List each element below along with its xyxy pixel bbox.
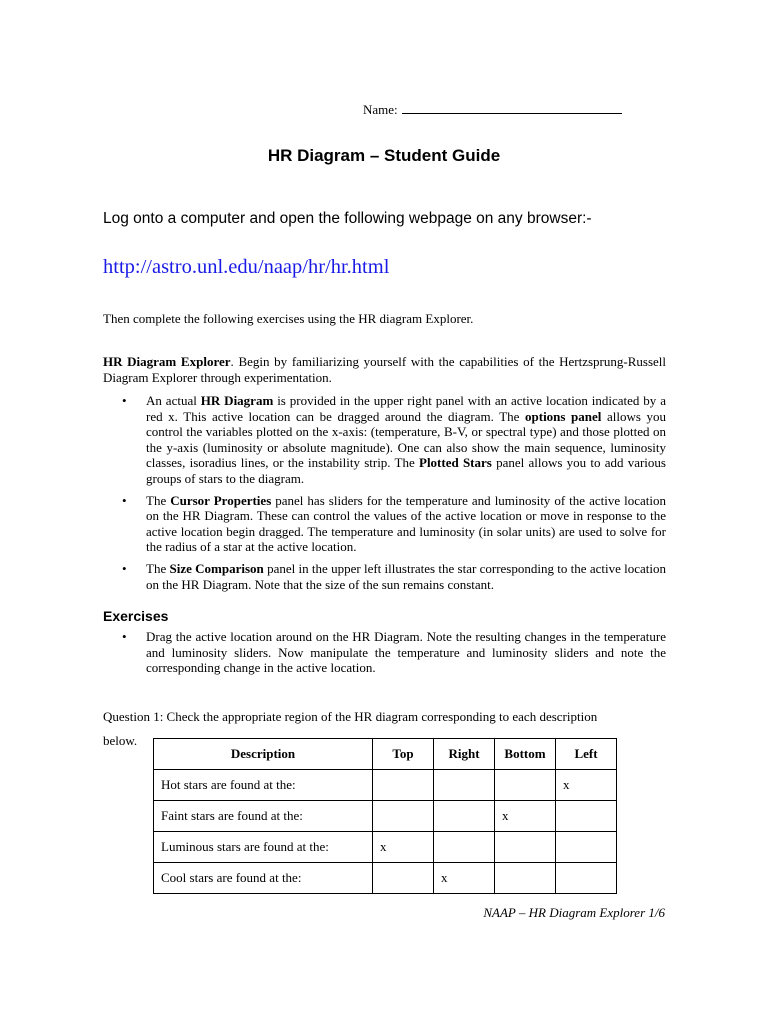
cell-top[interactable] bbox=[373, 863, 434, 894]
table-row bbox=[154, 863, 617, 894]
bullet-size-comparison: • The Size Comparison panel in the upper left illustrates the star corresponding to the active location on the HR Diagram. Note that the size of the sun remains constant. bbox=[122, 560, 667, 592]
cell-bottom[interactable] bbox=[495, 770, 556, 801]
region-table bbox=[153, 738, 617, 894]
cell-right[interactable]: x bbox=[434, 863, 495, 894]
intro-bold: HR Diagram Explorer bbox=[103, 354, 231, 369]
name-blank-line[interactable] bbox=[402, 102, 622, 114]
cell-top[interactable] bbox=[373, 801, 434, 832]
bullet-dot: • bbox=[122, 492, 127, 508]
table-header-row bbox=[154, 739, 617, 770]
bullet-hr-diagram: • An actual HR Diagram is provided in the upper right panel with an active location indicated by a red x. This active location can be dragged around the diagram. The options panel allows you control the variables plotted on the x-axis: (temperature, B-V, or spectral type) and those plotted on the y-axis (luminosity or absolute magnitude). One can also show the main sequence, luminosity classes, isoradius lines, or the instability strip. The Plotted Stars panel allows you to add various groups of stars to the diagram. bbox=[122, 393, 666, 486]
cell-description: Hot stars are found at the: bbox=[154, 770, 373, 801]
exercise-bullet: • Drag the active location around on the HR Diagram. Note the resulting changes in the temperature and luminosity sliders. Now manipulate the temperature and luminosity sliders and note the corresponding change in the active location. bbox=[122, 629, 666, 676]
question-tail: below. bbox=[103, 733, 138, 748]
name-field bbox=[363, 102, 622, 118]
cell-right[interactable] bbox=[434, 832, 495, 863]
col-right: Right bbox=[434, 739, 495, 770]
cell-bottom[interactable] bbox=[495, 863, 556, 894]
cell-left[interactable] bbox=[556, 801, 617, 832]
cell-description: Faint stars are found at the: bbox=[154, 801, 373, 832]
cell-right[interactable] bbox=[434, 770, 495, 801]
page-footer: NAAP – HR Diagram Explorer 1/6 bbox=[483, 905, 665, 920]
explorer-link[interactable]: http://astro.unl.edu/naap/hr/hr.html bbox=[103, 256, 390, 278]
intro-paragraph bbox=[103, 354, 666, 386]
table-row bbox=[154, 832, 617, 863]
instruction-text: Log onto a computer and open the following webpage on any browser:- bbox=[103, 210, 592, 227]
col-top: Top bbox=[373, 739, 434, 770]
bullet-cursor-properties: • The Cursor Properties panel has sliders for the temperature and luminosity of the active location on the HR Diagram. These can control the values of the active location or move in response to the active location begin dragged. The temperature and luminosity (in solar units) are used to solve for the radius of a star at the active location. bbox=[122, 492, 666, 555]
page-title: HR Diagram – Student Guide bbox=[267, 146, 501, 165]
then-text: Then complete the following exercises using the HR diagram Explorer. bbox=[103, 311, 474, 326]
col-left: Left bbox=[556, 739, 617, 770]
table-row bbox=[154, 801, 617, 832]
cell-left[interactable] bbox=[556, 863, 617, 894]
bullet-dot: • bbox=[122, 393, 127, 408]
table-row bbox=[154, 770, 617, 801]
col-bottom: Bottom bbox=[495, 739, 556, 770]
exercise-bullet-list bbox=[103, 629, 666, 682]
intro-text: . Begin by familiarizing yourself with the capabilities of the Hertzsprung-Russell Diagram Explorer through experimentation. bbox=[103, 354, 666, 385]
cell-description: Luminous stars are found at the: bbox=[154, 832, 373, 863]
cell-bottom[interactable] bbox=[495, 832, 556, 863]
cell-right[interactable] bbox=[434, 801, 495, 832]
cell-top[interactable] bbox=[373, 770, 434, 801]
bullet-dot: • bbox=[122, 629, 127, 644]
bullet-dot: • bbox=[122, 560, 127, 576]
question-text: Question 1: Check the appropriate region of the HR diagram corresponding to each description bbox=[103, 709, 598, 724]
exercises-heading: Exercises bbox=[103, 608, 169, 624]
cell-left[interactable] bbox=[556, 832, 617, 863]
cell-description: Cool stars are found at the: bbox=[154, 863, 373, 894]
col-description: Description bbox=[154, 739, 373, 770]
cell-left[interactable]: x bbox=[556, 770, 617, 801]
cell-bottom[interactable]: x bbox=[495, 801, 556, 832]
name-label: Name: bbox=[363, 102, 398, 117]
explorer-bullet-list bbox=[103, 393, 666, 598]
cell-top[interactable]: x bbox=[373, 832, 434, 863]
